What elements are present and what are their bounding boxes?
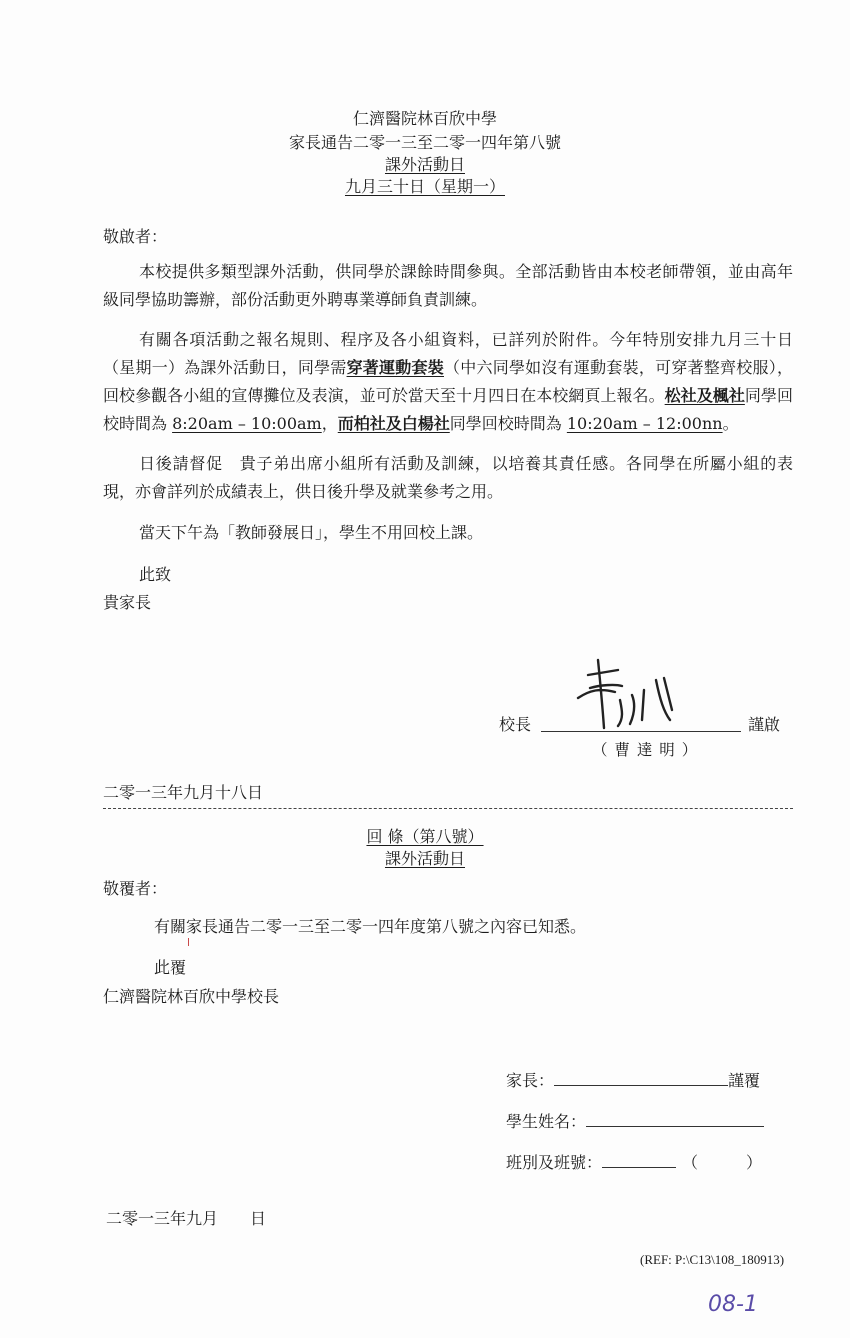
reply-recipient: 仁濟醫院林百欣中學校長 [103,987,280,1006]
student-name-line[interactable] [586,1125,764,1127]
stray-mark [188,938,189,946]
principal-name: （ 曹 達 明 ） [592,741,699,759]
tear-off-line [103,808,793,809]
activity-date [0,174,850,197]
paragraph-3: 日後請督促 貴子弟出席小組所有活動及訓練，以培養其責任感。各同學在所屬小組的表現，亦會詳列於成績表上，供日後升學及就業參考之用。 [103,454,793,501]
p2-text-c: （中六同學如沒有運動套裝，可穿著整齊校服），回校參觀各小組的宣傳攤位及表演，並可於當天至十月四日在本校網頁上報名。 [103,358,793,405]
principal-signature [560,640,700,735]
p2-text-i: 同學回校時間為 [449,414,567,433]
closing-2: 貴家長 [103,593,152,612]
notice-number: 家長通告二零一三至二零一四年第八號 [288,133,561,152]
closing-1: 此致 [139,565,172,584]
p2-time-2: 10:20am – 12:00nn [566,414,723,433]
reply-subject-text: 課外活動日 [384,849,465,868]
school-name: 仁濟醫院林百欣中學 [352,109,497,128]
notice-subject [0,152,850,175]
parent-label: 家長： [506,1071,555,1090]
student-label: 學生姓名： [506,1112,587,1131]
p2-text-a: 有關各項活動之報名規則、程序及各小組資料，已詳列於附件。今年特別安排九月三十日（星期一）為課外活動日，同學需 [103,330,793,377]
reply-subject [0,846,850,869]
parent-suffix: 謹覆 [728,1071,761,1090]
reply-body: 有關家長通告二零一三至二零一四年度第八號之內容已知悉。 [154,917,587,936]
handwritten-page-number: 08-1 [708,1292,758,1317]
p2-houses-2: 而柏社及白楊社 [337,414,450,433]
student-name-field[interactable] [506,1109,764,1132]
p2-sportswear: 穿著運動套裝 [346,358,444,377]
paragraph-2 [103,326,793,438]
p2-text-e: 同學回校時間為 [103,386,793,433]
paragraph-4: 當天下午為「教師發展日」，學生不用回校上課。 [139,523,484,542]
reply-salutation: 敬覆者： [103,879,168,898]
class-paren-close: ） [746,1153,763,1172]
reply-title-text: 回 條（第八號） [366,827,484,846]
reference-code: (REF: P:\C13\108_180913) [640,1252,785,1267]
p2-houses-1: 松社及楓社 [664,386,745,405]
class-line[interactable] [602,1166,676,1168]
paragraph-1: 本校提供多類型課外活動，供同學於課餘時間參與。全部活動皆由本校老師帶領，並由高年級同學協助籌辦，部份活動更外聘專業導師負責訓練。 [103,262,793,309]
reply-date: 二零一三年九月 日 [106,1209,267,1228]
reply-closing: 此覆 [154,958,187,977]
class-label: 班別及班號： [506,1153,603,1172]
parent-signature-field[interactable] [506,1068,760,1091]
principal-suffix: 謹啟 [748,715,781,734]
principal-label: 校長 [499,715,532,734]
class-paren-open: （ [682,1153,699,1172]
reply-title [0,824,850,847]
parent-signature-line[interactable] [554,1084,728,1086]
salutation: 敬啟者： [103,227,168,246]
issue-date: 二零一三年九月十八日 [103,783,264,802]
p2-period: 。 [722,414,739,433]
class-number-field[interactable] [506,1150,762,1173]
p2-time-1: 8:20am – 10:00am [172,414,322,433]
activity-date-text: 九月三十日（星期一） [344,177,505,196]
p2-comma: ， [321,414,338,433]
subject-text: 課外活動日 [384,155,465,174]
